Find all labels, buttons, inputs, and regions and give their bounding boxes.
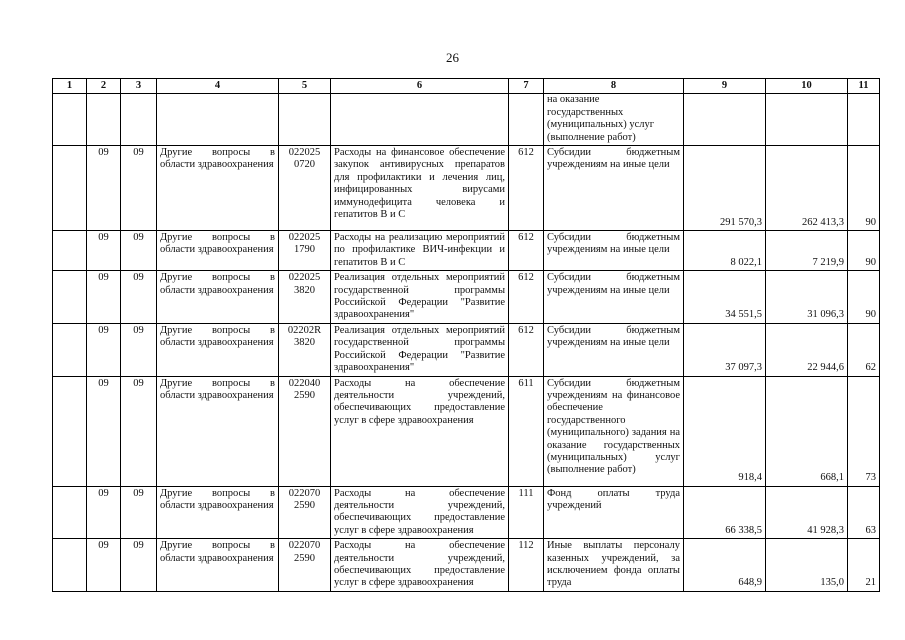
cell-section: 09 (87, 486, 121, 539)
cell-section-name: Другие вопросы в области здравоохранения (157, 323, 279, 376)
cell-section: 09 (87, 271, 121, 324)
cell-executed: 135,0 (766, 539, 848, 592)
cell-percent: 90 (848, 271, 880, 324)
cell-expense-type: 612 (509, 323, 544, 376)
cell-subsection (121, 94, 157, 146)
cell-subsection: 09 (121, 539, 157, 592)
cell-expense-name: Субсидии бюджетным учреждениям на иные цели (544, 231, 684, 271)
cell-executed: 22 944,6 (766, 323, 848, 376)
cell-target-name (331, 94, 509, 146)
cell-target-code: 02202R 3820 (279, 323, 331, 376)
cell-subsection: 09 (121, 323, 157, 376)
cell-subsection: 09 (121, 486, 157, 539)
cell-col1 (53, 231, 87, 271)
cell-section: 09 (87, 231, 121, 271)
cell-col1 (53, 271, 87, 324)
cell-expense-type: 612 (509, 271, 544, 324)
cell-expense-name: Фонд оплаты труда учреждений (544, 486, 684, 539)
cell-percent: 90 (848, 231, 880, 271)
cell-target-code: 022025 3820 (279, 271, 331, 324)
cell-planned: 918,4 (684, 376, 766, 486)
cell-target-name: Расходы на обеспечение деятельности учреждений, обеспечивающих предоставление услуг в сфере здравоохранения (331, 376, 509, 486)
cell-expense-type: 111 (509, 486, 544, 539)
cell-target-code: 022040 2590 (279, 376, 331, 486)
cell-target-code: 022025 1790 (279, 231, 331, 271)
column-header: 10 (766, 79, 848, 94)
cell-section-name: Другие вопросы в области здравоохранения (157, 486, 279, 539)
cell-target-code: 022070 2590 (279, 539, 331, 592)
cell-expense-type: 612 (509, 231, 544, 271)
cell-col1 (53, 146, 87, 231)
cell-section: 09 (87, 146, 121, 231)
column-header: 7 (509, 79, 544, 94)
cell-executed: 668,1 (766, 376, 848, 486)
cell-target-name: Расходы на финансовое обеспечение закупок антивирусных препаратов для профилактики и лечения лиц, инфицированных вирусами иммунодефицита человека и гепатитов В и С (331, 146, 509, 231)
cell-target-code (279, 94, 331, 146)
cell-planned: 37 097,3 (684, 323, 766, 376)
column-header: 3 (121, 79, 157, 94)
cell-expense-type: 612 (509, 146, 544, 231)
cell-planned: 648,9 (684, 539, 766, 592)
cell-expense-type: 611 (509, 376, 544, 486)
cell-planned: 34 551,5 (684, 271, 766, 324)
cell-target-name: Расходы на обеспечение деятельности учреждений, обеспечивающих предоставление услуг в сфере здравоохранения (331, 539, 509, 592)
cell-executed: 262 413,3 (766, 146, 848, 231)
cell-executed (766, 94, 848, 146)
cell-executed: 41 928,3 (766, 486, 848, 539)
table-row (53, 271, 880, 324)
table-row (53, 146, 880, 231)
cell-col1 (53, 486, 87, 539)
cell-section (87, 94, 121, 146)
table-row (53, 231, 880, 271)
column-header: 5 (279, 79, 331, 94)
cell-expense-name: Субсидии бюджетным учреждениям на иные цели (544, 323, 684, 376)
column-header: 9 (684, 79, 766, 94)
budget-table (52, 78, 880, 592)
cell-col1 (53, 94, 87, 146)
cell-section: 09 (87, 376, 121, 486)
cell-target-name: Реализация отдельных мероприятий государственной программы Российской Федерации "Развитие здравоохранения" (331, 323, 509, 376)
cell-percent: 62 (848, 323, 880, 376)
column-header: 4 (157, 79, 279, 94)
cell-subsection: 09 (121, 376, 157, 486)
cell-section-name: Другие вопросы в области здравоохранения (157, 231, 279, 271)
cell-col1 (53, 376, 87, 486)
cell-percent: 63 (848, 486, 880, 539)
cell-col1 (53, 539, 87, 592)
cell-expense-name: на оказание государственных (муниципальных) услуг (выполнение работ) (544, 94, 684, 146)
table-row (53, 539, 880, 592)
cell-target-name: Реализация отдельных мероприятий государственной программы Российской Федерации "Развитие здравоохранения" (331, 271, 509, 324)
column-header: 11 (848, 79, 880, 94)
cell-executed: 7 219,9 (766, 231, 848, 271)
cell-target-code: 022070 2590 (279, 486, 331, 539)
cell-section: 09 (87, 539, 121, 592)
table-row (53, 486, 880, 539)
cell-target-code: 022025 0720 (279, 146, 331, 231)
cell-section-name: Другие вопросы в области здравоохранения (157, 376, 279, 486)
column-header: 1 (53, 79, 87, 94)
cell-planned: 291 570,3 (684, 146, 766, 231)
cell-expense-type (509, 94, 544, 146)
cell-section-name (157, 94, 279, 146)
cell-percent: 90 (848, 146, 880, 231)
cell-expense-name: Субсидии бюджетным учреждениям на финансовое обеспечение государственного (муниципального) задания на оказание государственных (муниципальных) услуг (выполнение работ) (544, 376, 684, 486)
cell-section-name: Другие вопросы в области здравоохранения (157, 539, 279, 592)
cell-expense-name: Иные выплаты персоналу казенных учреждений, за исключением фонда оплаты труда (544, 539, 684, 592)
cell-planned: 66 338,5 (684, 486, 766, 539)
cell-percent: 21 (848, 539, 880, 592)
table-row (53, 376, 880, 486)
cell-subsection: 09 (121, 271, 157, 324)
cell-expense-name: Субсидии бюджетным учреждениям на иные цели (544, 146, 684, 231)
cell-percent (848, 94, 880, 146)
cell-section-name: Другие вопросы в области здравоохранения (157, 146, 279, 231)
cell-executed: 31 096,3 (766, 271, 848, 324)
cell-planned: 8 022,1 (684, 231, 766, 271)
cell-target-name: Расходы на реализацию мероприятий по профилактике ВИЧ-инфекции и гепатитов В и С (331, 231, 509, 271)
table-row (53, 94, 880, 146)
cell-section: 09 (87, 323, 121, 376)
cell-subsection: 09 (121, 231, 157, 271)
page-number: 26 (446, 50, 459, 65)
cell-subsection: 09 (121, 146, 157, 231)
column-header: 6 (331, 79, 509, 94)
cell-expense-name: Субсидии бюджетным учреждениям на иные цели (544, 271, 684, 324)
cell-col1 (53, 323, 87, 376)
cell-section-name: Другие вопросы в области здравоохранения (157, 271, 279, 324)
column-header: 8 (544, 79, 684, 94)
cell-percent: 73 (848, 376, 880, 486)
column-header: 2 (87, 79, 121, 94)
table-row (53, 323, 880, 376)
header-row (53, 79, 880, 94)
cell-expense-type: 112 (509, 539, 544, 592)
cell-planned (684, 94, 766, 146)
cell-target-name: Расходы на обеспечение деятельности учреждений, обеспечивающих предоставление услуг в сфере здравоохранения (331, 486, 509, 539)
